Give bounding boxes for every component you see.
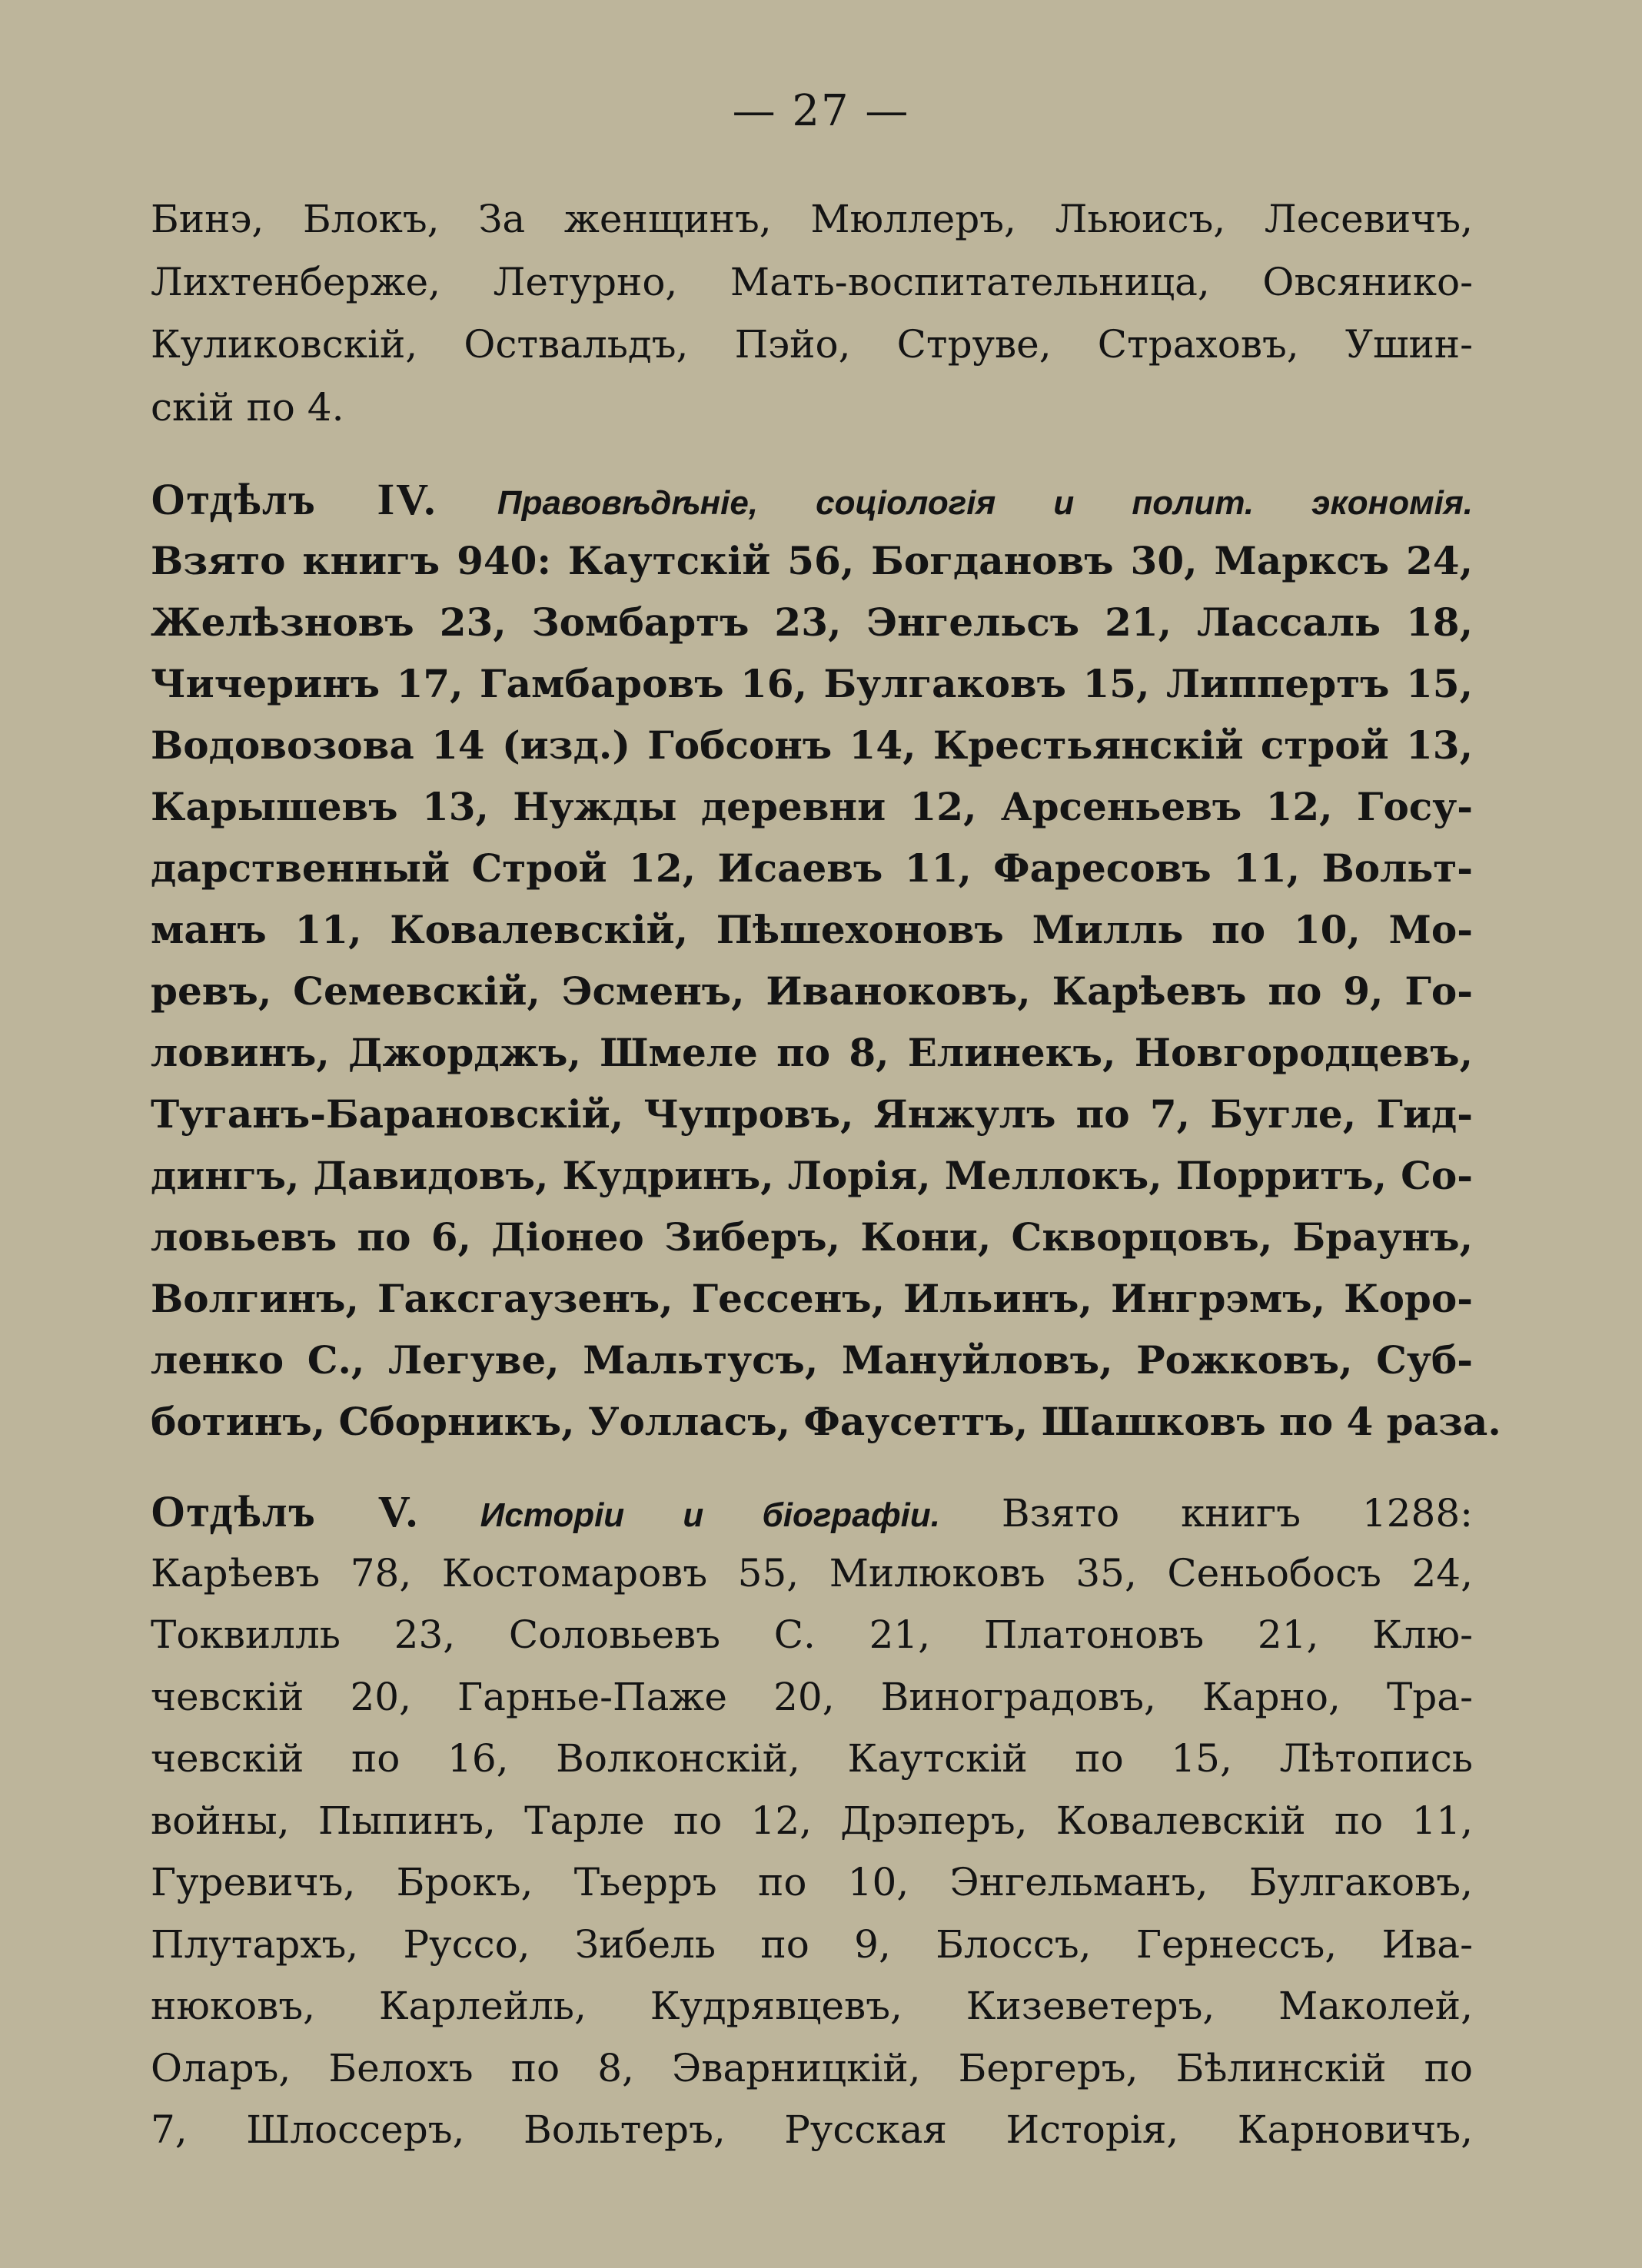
text-line: ловинъ, Джорджъ, Шмеле по 8, Елинекъ, Новгородцевъ,: [151, 1030, 1473, 1075]
text-line: скій по 4.: [151, 385, 344, 430]
text-line: Плутархъ, Руссо, Зибель по 9, Блоссъ, Гернессъ, Ива-: [151, 1922, 1473, 1967]
text-line: ленко С., Легуве, Мальтусъ, Мануйловъ, Рожковъ, Суб-: [151, 1337, 1473, 1383]
text-line: Туганъ-Барановскій, Чупровъ, Янжулъ по 7, Бугле, Гид-: [151, 1091, 1473, 1137]
text-line: ловьевъ по 6, Діонео Зиберъ, Кони, Скворцовъ, Браунъ,: [151, 1214, 1473, 1260]
text-line: ботинъ, Сборникъ, Уолласъ, Фаусеттъ, Шашковъ по 4 раза.: [151, 1399, 1501, 1444]
text-line: чевскій по 16, Волконскій, Каутскій по 15, Лѣтопись: [151, 1736, 1473, 1781]
text-line: чевскій 20, Гарнье-Паже 20, Виноградовъ, Карно, Тра-: [151, 1675, 1473, 1719]
section-title: Правовѣдѣніе, соціологія и полит. экономія.: [497, 484, 1473, 522]
text-line: Лихтенберже, Летурно, Мать-воспитательница, Овсянико-: [151, 260, 1473, 304]
text-line: Оларъ, Белохъ по 8, Эварницкій, Бергеръ, Бѣлинскій по: [151, 2046, 1473, 2090]
text-line: войны, Пыпинъ, Тарле по 12, Дрэперъ, Ковалевскій по 11,: [151, 1798, 1473, 1843]
section-label: Отдѣлъ IV.: [151, 474, 437, 524]
section-heading: [151, 474, 1473, 526]
text-line: дарственный Строй 12, Исаевъ 11, Фаресовъ 11, Вольт-: [151, 845, 1473, 891]
section-intro: Взято книгъ 1288:: [1001, 1491, 1473, 1536]
section-title: Исторіи и біографіи.: [480, 1496, 940, 1534]
text-line: 7, Шлоссеръ, Вольтеръ, Русская Исторія, Карновичъ,: [151, 2107, 1473, 2152]
text-line: нюковъ, Карлейль, Кудрявцевъ, Кизеветеръ, Маколей,: [151, 1984, 1473, 2028]
text-line: Бинэ, Блокъ, За женщинъ, Мюллеръ, Льюисъ, Лесевичъ,: [151, 197, 1473, 241]
text-line: манъ 11, Ковалевскій, Пѣшехоновъ Милль по 10, Мо-: [151, 907, 1473, 952]
text-line: Токвилль 23, Соловьевъ С. 21, Платоновъ 21, Клю-: [151, 1612, 1473, 1657]
text-line: ревъ, Семевскій, Эсменъ, Иваноковъ, Карѣевъ по 9, Го-: [151, 968, 1473, 1014]
text-line: Взято книгъ 940: Каутскій 56, Богдановъ 30, Марксъ 24,: [151, 538, 1473, 583]
text-line: Куликовскій, Оствальдъ, Пэйо, Струве, Страховъ, Ушин-: [151, 322, 1473, 367]
text-line: Карышевъ 13, Нужды деревни 12, Арсеньевъ 12, Госу-: [151, 784, 1473, 829]
text-line: Волгинъ, Гаксгаузенъ, Гессенъ, Ильинъ, Ингрэмъ, Коро-: [151, 1276, 1473, 1321]
text-line: Гуревичъ, Брокъ, Тьерръ по 10, Энгельманъ, Булгаковъ,: [151, 1860, 1473, 1904]
text-line: дингъ, Давидовъ, Кудринъ, Лорія, Меллокъ, Порритъ, Со-: [151, 1153, 1473, 1198]
section-heading: [151, 1486, 1473, 1539]
section-label: Отдѣлъ V.: [151, 1486, 419, 1536]
page-number: — 27 —: [732, 86, 910, 136]
text-line: Желѣзновъ 23, Зомбартъ 23, Энгельсъ 21, Лассаль 18,: [151, 599, 1473, 645]
text-line: Водовозова 14 (изд.) Гобсонъ 14, Крестьянскій строй 13,: [151, 722, 1473, 768]
text-line: Карѣевъ 78, Костомаровъ 55, Милюковъ 35, Сеньобосъ 24,: [151, 1551, 1473, 1596]
text-line: Чичеринъ 17, Гамбаровъ 16, Булгаковъ 15, Липпертъ 15,: [151, 661, 1473, 706]
